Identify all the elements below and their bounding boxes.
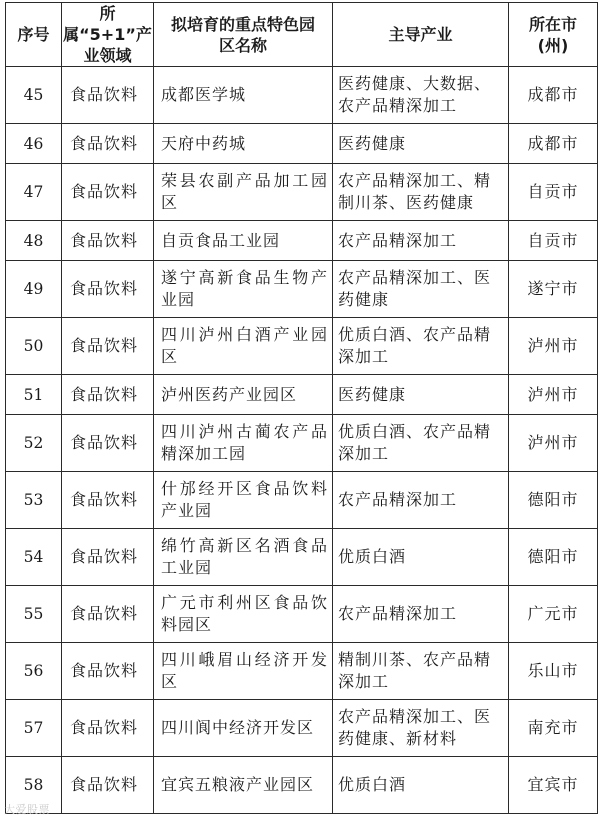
cell-field: 食品饮料: [62, 318, 154, 375]
cell-field: 食品饮料: [62, 375, 154, 415]
table-row: [6, 529, 598, 586]
cell-no: 48: [6, 221, 62, 261]
table-row: [6, 124, 598, 164]
header-no: 序号: [6, 3, 62, 67]
cell-no: 50: [6, 318, 62, 375]
parks-table: [5, 2, 598, 814]
cell-industry: 农产品精深加工、医药健康、新材料: [333, 700, 509, 757]
header-city: 所在市(州): [509, 3, 598, 67]
cell-no: 49: [6, 261, 62, 318]
cell-field: 食品饮料: [62, 757, 154, 814]
cell-park: 什邡经开区食品饮料产业园: [154, 472, 333, 529]
table-row: [6, 586, 598, 643]
cell-industry: 医药健康: [333, 124, 509, 164]
cell-field: 食品饮料: [62, 415, 154, 472]
cell-park: 泸州医药产业园区: [154, 375, 333, 415]
cell-no: 53: [6, 472, 62, 529]
cell-field: 食品饮料: [62, 586, 154, 643]
cell-park: 四川泸州古蔺农产品精深加工园: [154, 415, 333, 472]
cell-park: 四川阆中经济开发区: [154, 700, 333, 757]
cell-city: 泸州市: [509, 375, 598, 415]
cell-no: 47: [6, 164, 62, 221]
cell-field: 食品饮料: [62, 67, 154, 124]
cell-city: 乐山市: [509, 643, 598, 700]
cell-city: 自贡市: [509, 221, 598, 261]
cell-park: 绵竹高新区名酒食品工业园: [154, 529, 333, 586]
table-row: [6, 643, 598, 700]
cell-park: 宜宾五粮液产业园区: [154, 757, 333, 814]
header-industry: 主导产业: [333, 3, 509, 67]
cell-no: 58: [6, 757, 62, 814]
table-row: [6, 67, 598, 124]
cell-industry: 农产品精深加工: [333, 586, 509, 643]
cell-industry: 医药健康: [333, 375, 509, 415]
cell-field: 食品饮料: [62, 221, 154, 261]
cell-field: 食品饮料: [62, 529, 154, 586]
table-row: [6, 375, 598, 415]
cell-field: 食品饮料: [62, 472, 154, 529]
table-row: [6, 757, 598, 814]
cell-industry: 精制川茶、农产品精深加工: [333, 643, 509, 700]
cell-city: 泸州市: [509, 415, 598, 472]
cell-city: 广元市: [509, 586, 598, 643]
cell-park: 遂宁高新食品生物产业园: [154, 261, 333, 318]
cell-industry: 优质白酒: [333, 529, 509, 586]
cell-park: 成都医学城: [154, 67, 333, 124]
cell-city: 成都市: [509, 124, 598, 164]
cell-industry: 医药健康、大数据、农产品精深加工: [333, 67, 509, 124]
cell-field: 食品饮料: [62, 261, 154, 318]
cell-no: 54: [6, 529, 62, 586]
cell-park: 四川峨眉山经济开发区: [154, 643, 333, 700]
cell-city: 泸州市: [509, 318, 598, 375]
cell-city: 德阳市: [509, 472, 598, 529]
cell-field: 食品饮料: [62, 164, 154, 221]
table-row: [6, 472, 598, 529]
cell-field: 食品饮料: [62, 124, 154, 164]
cell-industry: 农产品精深加工、精制川茶、医药健康: [333, 164, 509, 221]
document-page: [5, 2, 597, 814]
table-row: [6, 318, 598, 375]
cell-field: 食品饮料: [62, 700, 154, 757]
cell-park: 天府中药城: [154, 124, 333, 164]
table-row: [6, 700, 598, 757]
cell-industry: 优质白酒: [333, 757, 509, 814]
cell-industry: 农产品精深加工、医药健康: [333, 261, 509, 318]
cell-city: 遂宁市: [509, 261, 598, 318]
cell-industry: 农产品精深加工: [333, 221, 509, 261]
cell-no: 46: [6, 124, 62, 164]
cell-no: 55: [6, 586, 62, 643]
cell-city: 自贡市: [509, 164, 598, 221]
cell-park: 广元市利州区食品饮料园区: [154, 586, 333, 643]
table-row: [6, 261, 598, 318]
cell-industry: 优质白酒、农产品精深加工: [333, 415, 509, 472]
cell-no: 56: [6, 643, 62, 700]
cell-industry: 农产品精深加工: [333, 472, 509, 529]
table-row: [6, 221, 598, 261]
cell-park: 自贡食品工业园: [154, 221, 333, 261]
header-park: 拟培育的重点特色园区名称: [154, 3, 333, 67]
watermark-text: 大爱股票: [4, 803, 50, 816]
cell-no: 52: [6, 415, 62, 472]
cell-city: 南充市: [509, 700, 598, 757]
table-header-row: [6, 3, 598, 67]
cell-industry: 优质白酒、农产品精深加工: [333, 318, 509, 375]
cell-city: 成都市: [509, 67, 598, 124]
cell-field: 食品饮料: [62, 643, 154, 700]
cell-park: 四川泸州白酒产业园区: [154, 318, 333, 375]
cell-park: 荣县农副产品加工园区: [154, 164, 333, 221]
cell-no: 45: [6, 67, 62, 124]
cell-city: 德阳市: [509, 529, 598, 586]
table-row: [6, 415, 598, 472]
header-field: 所属“5+1”产业领域: [63, 4, 152, 65]
cell-no: 51: [6, 375, 62, 415]
table-row: [6, 164, 598, 221]
cell-city: 宜宾市: [509, 757, 598, 814]
cell-no: 57: [6, 700, 62, 757]
